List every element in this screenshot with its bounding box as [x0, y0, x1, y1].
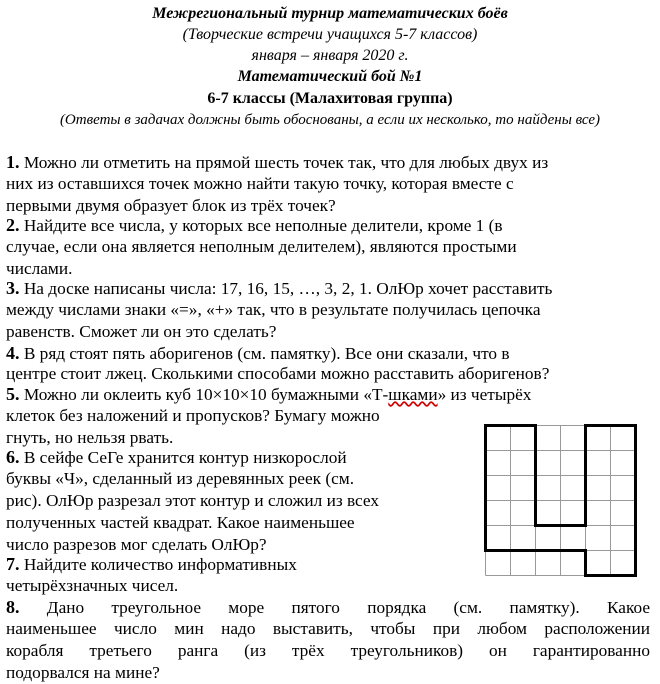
problem-8-line: наименьшее число мин надо выставить, чтобы при любом расположении	[6, 619, 650, 638]
problem-5-line: клеток без наложений и пропусков? Бумагу можно	[6, 406, 380, 425]
tournament-title: Межрегиональный турнир математических боёв	[152, 5, 508, 22]
battle-title: Математический бой №1	[237, 68, 423, 85]
spellcheck-word: шками	[388, 385, 438, 404]
problem-6-line: число разрезов мог сделать ОлЮр?	[6, 535, 267, 554]
problem-number: 6.	[6, 447, 20, 467]
problem-number: 1.	[6, 152, 20, 172]
problem-number: 3.	[6, 278, 20, 298]
problem-1-line: первыми двумя образует блок из трёх точек?	[6, 196, 336, 215]
problem-8-line: подорвался на мине?	[6, 663, 160, 682]
tournament-dates: января – января 2020 г.	[251, 47, 409, 64]
problem-1-line: них из оставшихся точек можно найти такую точку, которая вместе с	[6, 174, 514, 193]
problem-number: 8.	[6, 597, 20, 617]
grid-lines	[486, 426, 636, 576]
problem-7: 7. Найдите количество информативных	[6, 554, 297, 574]
problem-8: 8. Дано треугольное море пятого порядка (см. памятку). Какое	[6, 597, 650, 617]
problem-3: 3. На доске написаны числа: 17, 16, 15, …, 3, 2, 1. ОлЮр хочет расставить	[6, 278, 553, 298]
problem-7-line: четырёхзначных чисел.	[6, 576, 179, 595]
letter-ch-figure	[484, 424, 638, 578]
problem-6-line: полученных частей квадрат. Какое наименьшее	[6, 513, 355, 532]
problem-5-line: гнуть, но нельзя рвать.	[6, 428, 174, 447]
problem-6: 6. В сейфе СеГе хранится контур низкорослой	[6, 447, 347, 467]
problem-4: 4. В ряд стоят пять аборигенов (см. памятку). Все они сказали, что в	[6, 343, 510, 363]
tournament-subtitle: (Творческие встречи учащихся 5-7 классов)	[182, 26, 478, 43]
group-title: 6-7 классы (Малахитовая группа)	[207, 90, 453, 107]
problem-6-line: рис). ОлЮр разрезал этот контур и сложил из всех	[6, 491, 380, 510]
problem-number: 4.	[6, 343, 20, 363]
problem-2-line: случае, если она является неполным делителем), являются простыми	[6, 237, 517, 256]
problem-8-line: корабля третьего ранга (из трёх треугольников) он гарантированно	[6, 641, 650, 660]
problem-number: 5.	[6, 384, 20, 404]
problem-3-line: между числами знаки «=», «+» так, что в результате получилась цепочка	[6, 300, 541, 319]
problem-2-line: числами.	[6, 259, 73, 278]
answers-note: (Ответы в задачах должны быть обоснованы, а если их несколько, то найдены все)	[59, 112, 601, 128]
problem-3-line: равенств. Сможет ли он это сделать?	[6, 322, 277, 341]
problem-1: 1. Можно ли отметить на прямой шесть точек так, что для любых двух из	[6, 152, 549, 172]
problem-4-line: центре стоит лжец. Сколькими способами можно расставить аборигенов?	[6, 364, 550, 383]
problem-number: 2.	[6, 215, 20, 235]
problem-5: 5. Можно ли оклеить куб 10×10×10 бумажными «Т-шками» из четырёх	[6, 384, 532, 404]
problem-6-line: буквы «Ч», сделанный из деревянных реек (см.	[6, 469, 355, 488]
problem-2: 2. Найдите все числа, у которых все неполные делители, кроме 1 (в	[6, 215, 503, 235]
problem-number: 7.	[6, 554, 20, 574]
